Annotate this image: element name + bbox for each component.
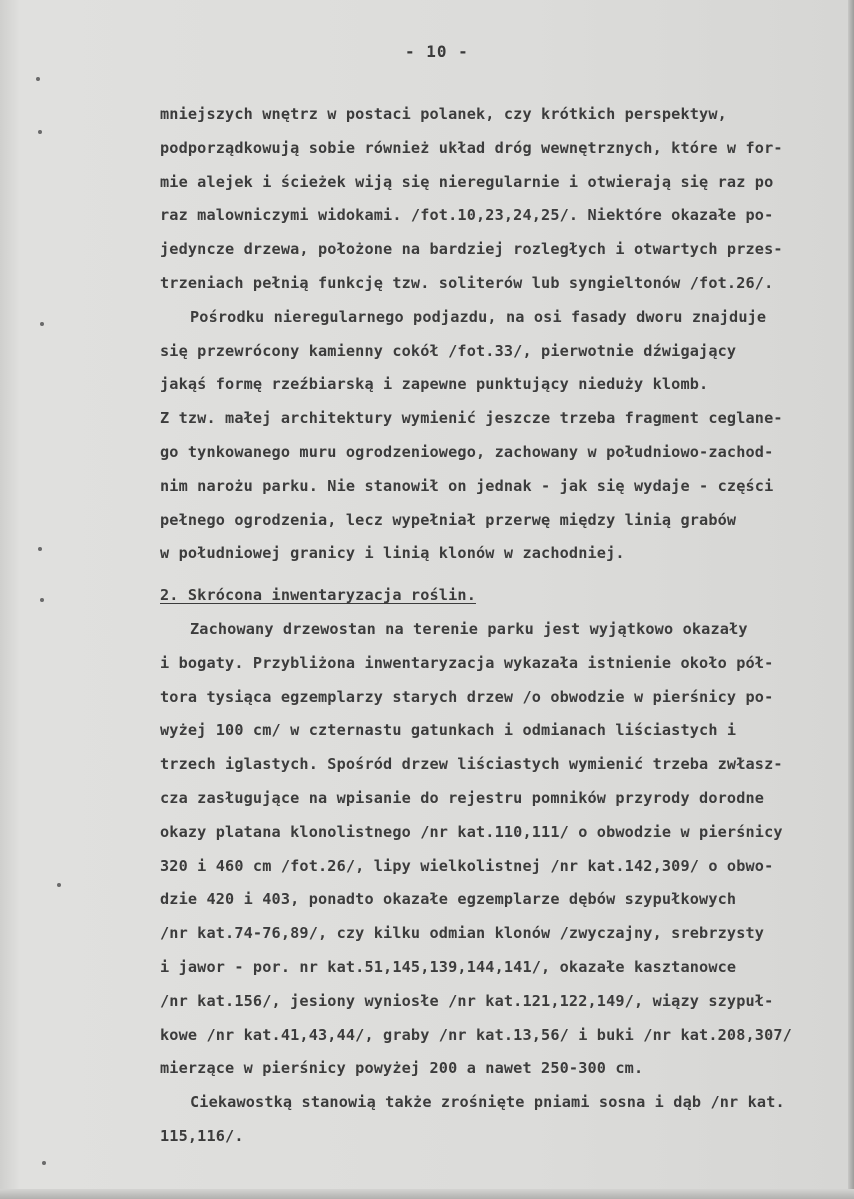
- text-line: Pośrodku nieregularnego podjazdu, na osi fasady dworu znajduje: [190, 307, 767, 326]
- margin-speck: [38, 130, 42, 134]
- text-line: nim narożu parku. Nie stanowił on jednak - jak się wydaje - części: [160, 476, 774, 495]
- text-line: raz malowniczymi widokami. /fot.10,23,24,25/. Niektóre okazałe po-: [160, 206, 774, 225]
- paragraph: [160, 1086, 850, 1154]
- page-number: - 10 -: [405, 42, 469, 61]
- text-line: pełnego ogrodzenia, lecz wypełniał przerwę między linią grabów: [160, 510, 737, 529]
- document-body: [160, 98, 850, 1154]
- section-heading-text: 2. Skrócona inwentaryzacja roślin.: [160, 586, 476, 605]
- margin-speck: [40, 322, 44, 326]
- text-line: wyżej 100 cm/ w czternastu gatunkach i odmianach liściastych i: [160, 721, 737, 740]
- text-line: dzie 420 i 403, ponadto okazałe egzemplarze dębów szypułkowych: [160, 890, 737, 909]
- page-bottom-shadow: [0, 1189, 854, 1199]
- text-line: podporządkowują sobie również układ dróg wewnętrznych, które w for-: [160, 138, 783, 157]
- margin-speck: [38, 547, 42, 551]
- text-line: go tynkowanego muru ogrodzeniowego, zachowany w południowo-zachod-: [160, 442, 774, 461]
- margin-speck: [42, 1161, 46, 1165]
- margin-speck: [57, 883, 61, 887]
- text-line: 115,116/.: [160, 1126, 244, 1145]
- text-line: trzeniach pełnią funkcję tzw. soliterów lub syngieltonów /fot.26/.: [160, 273, 774, 292]
- paragraph: [160, 301, 850, 571]
- text-line: Z tzw. małej architektury wymienić jeszcze trzeba fragment ceglane-: [160, 409, 783, 428]
- text-line: /nr kat.156/, jesiony wyniosłe /nr kat.121,122,149/, wiązy szypuł-: [160, 991, 774, 1010]
- text-line: mniejszych wnętrz w postaci polanek, czy krótkich perspektyw,: [160, 105, 727, 123]
- text-line: w południowej granicy i linią klonów w zachodniej.: [160, 544, 625, 563]
- text-line: jakąś formę rzeźbiarską i zapewne punktujący nieduży klomb.: [160, 375, 709, 394]
- text-line: jedyncze drzewa, położone na bardziej rozległych i otwartych przes-: [160, 240, 783, 259]
- text-line: mierzące w pierśnicy powyżej 200 a nawet 250-300 cm.: [160, 1059, 644, 1078]
- text-line: kowe /nr kat.41,43,44/, graby /nr kat.13,56/ i buki /nr kat.208,307/: [160, 1025, 792, 1044]
- text-line: 320 i 460 cm /fot.26/, lipy wielkolistnej /nr kat.142,309/ o obwo-: [160, 856, 774, 875]
- text-line: się przewrócony kamienny cokół /fot.33/, pierwotnie dźwigający: [160, 341, 737, 360]
- text-line: okazy platana klonolistnego /nr kat.110,111/ o obwodzie w pierśnicy: [160, 822, 783, 841]
- text-line: /nr kat.74-76,89/, czy kilku odmian klonów /zwyczajny, srebrzysty: [160, 924, 765, 943]
- text-line: Zachowany drzewostan na terenie parku jest wyjątkowo okazały: [190, 619, 748, 638]
- margin-speck: [40, 598, 44, 602]
- text-line: cza zasługujące na wpisanie do rejestru pomników przyrody dorodne: [160, 788, 765, 807]
- text-line: i jawor - por. nr kat.51,145,139,144,141/, okazałe kasztanowce: [160, 957, 737, 976]
- paragraph: [160, 613, 850, 1086]
- margin-speck: [36, 77, 40, 81]
- text-line: trzech iglastych. Spośród drzew liściastych wymienić trzeba zwłasz-: [160, 755, 783, 774]
- section-heading: [160, 579, 850, 613]
- text-line: tora tysiąca egzemplarzy starych drzew /o obwodzie w pierśnicy po-: [160, 687, 774, 706]
- paragraph: [160, 98, 850, 301]
- text-line: mie alejek i ścieżek wiją się nieregularnie i otwierają się raz po: [160, 172, 774, 191]
- text-line: Ciekawostką stanowią także zrośnięte pniami sosna i dąb /nr kat.: [190, 1093, 785, 1112]
- text-line: i bogaty. Przybliżona inwentaryzacja wykazała istnienie około pół-: [160, 653, 774, 672]
